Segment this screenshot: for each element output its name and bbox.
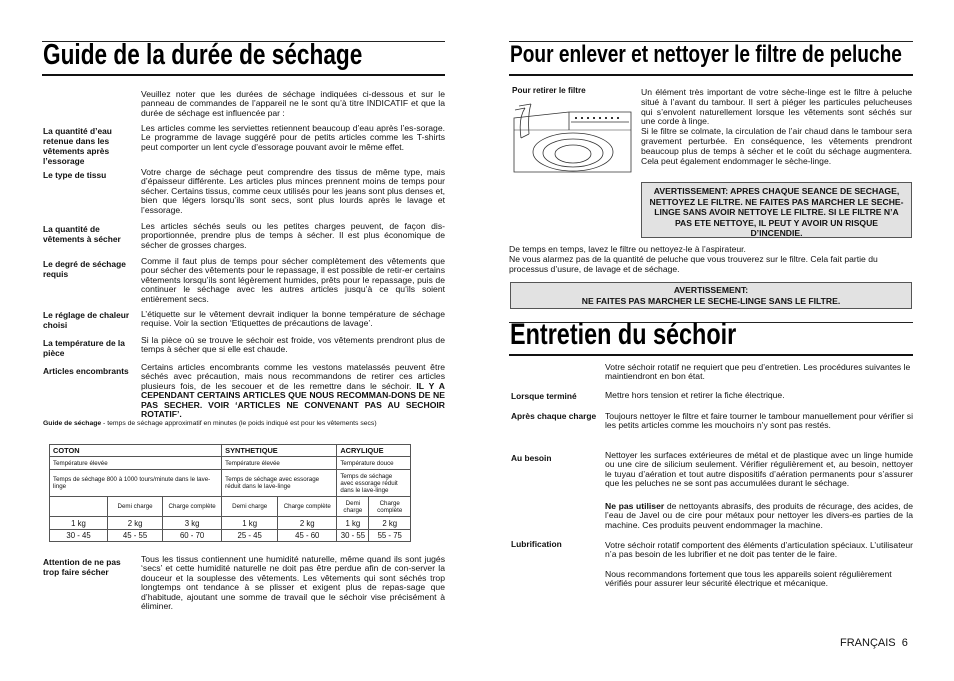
guide-label: Guide de séchage [43, 420, 102, 427]
sub-header: Charge complète [278, 497, 337, 517]
factor-text [141, 363, 445, 419]
item-label: Lorsque terminé [511, 391, 577, 401]
weight-cell: 3 kg [163, 517, 222, 530]
section-title: Pour enlever et nettoyer le filtre de peluche [510, 41, 902, 68]
filter-text-1: Un élément très important de votre sèche-linge est le filtre à peluche situé à l’avant du tambour. Il sert à piéger les particules pelucheuses qui s’envolent naturellement lorsque les vêtements sont séchés sur une corde à linge. [641, 87, 912, 127]
factor-text: Les articles séchés seuls ou les petites charges peuvent, de façon dis-proportionnée, prendre plus de temps à sécher. Il est plus économique de sécher de grosses charges. [141, 221, 445, 250]
weight-cell: 1 kg [222, 517, 278, 530]
group-header: ACRYLIQUE [337, 445, 411, 457]
group-temperature: Température élevée [222, 457, 337, 470]
time-cell: 30 - 55 [337, 530, 369, 542]
drying-time-table [49, 444, 411, 542]
time-cell: 60 - 70 [163, 530, 222, 542]
item-label: Au besoin [511, 453, 552, 463]
item-text-bold: Ne pas utiliser [605, 501, 665, 511]
filter-text-2: Si le filtre se colmate, la circulation de l’air chaud dans le tambour sera gravement perturbée. En conséquence, les vêtements prendront beaucoup plus de temps à sécher et le coût du séchage augmentera. Cela peut également endommager le sèche-linge. [641, 126, 912, 166]
item-text: Votre séchoir rotatif comportent des éléments d’articulation spéciaux. L’utilisateur n’a pas besoin de les lubrifier et ne doit pas tenter de le faire. [605, 540, 913, 560]
item-text-body: de nettoyants abrasifs, des produits de récurage, des acides, de l’eau de Javel ou de cire pour métaux pour nettoyer les divers-es parties de la machine. Ces produits peuvent endommager la machine. [605, 501, 913, 530]
item-text: Nettoyer les surfaces extérieures de métal et de plastique avec un linge humide ou une cire de silicium seulement. Vérifier régulièrement et, au besoin, nettoyer le tuyau d’aération et tout autre dispositifs d’aération permanents pour s’assurer que les peluches ne se sont pas accumulées durant le séchage. [605, 450, 913, 489]
item-label: Après chaque charge [511, 411, 597, 421]
group-description: Temps de séchage avec essorage réduit dans le lave-linge [337, 470, 411, 497]
time-cell: 55 - 75 [369, 530, 411, 542]
factor-label: Le réglage de chaleur choisi [43, 310, 130, 330]
group-description: Temps de séchage avec essorage réduit dans le lave-linge [222, 470, 337, 497]
factor-text: Comme il faut plus de temps pour sécher complètement des vêtements que pour sécher des vêtements pour le repassage, il est possible de retir-er certains vêtements lorsqu’ils sont légèrement humides, prêts pour le repassage, puis de continuer le séchage avec les autres articles jusqu’à ce qu’ils soient entièrement secs. [141, 256, 445, 304]
factor-text-body: Certains articles encombrants comme les vestons matelassés peuvent être séchés avec précaution, mais nous recommandons de retirer ces articles plusieurs fois, de les secouer et de les remettre dans le séchoir. [141, 362, 445, 391]
attention-label: Attention de ne pas trop faire sécher [43, 557, 121, 577]
factor-label: Le type de tissu [43, 170, 107, 180]
factor-text: Si la pièce où se trouve le séchoir est froide, vos vêtements prendront plus de temps à sécher que si elle est chaude. [141, 335, 445, 355]
sub-header: Demi charge [222, 497, 278, 517]
warning-text: NE FAITES PAS MARCHER LE SECHE-LINGE SANS LE FILTRE. [581, 295, 841, 306]
sub-header: Demi charge [337, 497, 369, 517]
filter-label: Pour retirer le filtre [512, 86, 586, 95]
maintenance-intro: Votre séchoir rotatif ne requiert que peu d’entretien. Les procédures suivantes le maintiendront en bon état. [605, 362, 911, 382]
factor-label: Le degré de séchage requis [43, 259, 126, 279]
time-cell: 30 - 45 [50, 530, 108, 542]
factor-warning: IL Y A CEPENDANT CERTAINS ARTICLES QUE NOUS RECOMMAN-DONS DE NE PAS SECHER. VOIR ‘ARTICLES NE CONVENANT PAS AU SECHOIR ROTATIF’. [141, 380, 445, 420]
item-text: Mettre hors tension et retirer la fiche électrique. [605, 390, 785, 400]
weight-cell: 2 kg [369, 517, 411, 530]
weight-cell: 2 kg [278, 517, 337, 530]
title-rule [509, 74, 913, 76]
factor-text: Les articles comme les serviettes retiennent beaucoup d’eau après l’es-sorage. Le programme de lavage suggéré pour de petits articles comme les T-shirts peut comporter un lent cycle d’essorage pouvant avoir le même effet. [141, 123, 445, 152]
weight-cell: 1 kg [50, 517, 108, 530]
para-2: Ne vous alarmez pas de la quantité de peluche que vous trouverez sur le filtre. Cela fait partie du processus d’usure, de lavage et de séchage. [509, 254, 878, 275]
factor-label: La température de la pièce [43, 338, 125, 358]
title-rule [42, 74, 445, 76]
guide-note: - temps de séchage approximatif en minutes (le poids indiqué est pour les vêtements secs) [101, 420, 377, 427]
factor-label: Articles encombrants [43, 366, 129, 376]
weight-cell: 2 kg [108, 517, 163, 530]
group-temperature: Température élevée [50, 457, 222, 470]
factor-text: L’étiquette sur le vêtement devrait indiquer la bonne température de séchage requise. Voir la section ‘Etiquettes de précautions de lavage’. [141, 309, 445, 329]
time-cell: 25 - 45 [222, 530, 278, 542]
warning-box-clean-filter: AVERTISSEMENT: APRES CHAQUE SEANCE DE SECHAGE, NETTOYEZ LE FILTRE. NE FAITES PAS MARCHER LE SECHE-LINGE SANS AVOIR NETTOYE LE FILTRE. SI LE FILTRE N’A PAS ETE NETTOYE, IL PEUT Y AVOIR UN RISQUE D’INCENDIE. [641, 182, 912, 238]
title-rule [509, 354, 913, 356]
item-text: Nous recommandons fortement que tous les appareils soient régulièrement vérifiés pour assurer leur sécurité électrique et mécanique. [605, 569, 892, 589]
attention-text: Tous les tissus contiennent une humidité naturelle, même quand ils sont jugés ‘secs’ et cette humidité naturelle ne doit pas être perdue afin de con-server la douceur et la souplesse des vêtements. Les vêtements qui sont séchés trop longtemps ont tendance à se plisser et exigent plus de repas-sage que d’habitude, ajoutant une somme de travail que le séchoir vise précisément à éliminer. [141, 554, 445, 612]
page-footer: FRANÇAIS 6 [840, 637, 908, 649]
item-label: Lubrification [511, 539, 562, 549]
filter-text [641, 88, 912, 166]
warning-title: AVERTISSEMENT: [673, 285, 749, 295]
dryer-filter-illustration [511, 100, 634, 176]
sub-header: Charge complète [163, 497, 222, 517]
sub-header: Charge complète [369, 497, 411, 517]
maintenance-paragraph [509, 244, 913, 275]
factor-label: La quantité de vêtements à sécher [43, 224, 121, 244]
weight-cell: 1 kg [337, 517, 369, 530]
time-cell: 45 - 60 [278, 530, 337, 542]
group-description: Temps de séchage 800 à 1000 tours/minute dans le lave-linge [50, 470, 222, 497]
guide-caption [43, 420, 453, 427]
sub-header: Demi charge [108, 497, 163, 517]
group-header: COTON [50, 445, 222, 457]
empty-cell [50, 497, 108, 517]
section-title: Entretien du séchoir [510, 318, 737, 351]
group-header: SYNTHETIQUE [222, 445, 337, 457]
factor-text: Votre charge de séchage peut comprendre des tissus de même type, mais d’épaisseur différente. Les articles plus minces prennent moins de temps pour sécher. Certains tissus, comme ceux utilisés pour les jeans sont plus denses et, bien que légers lorsqu’ils sont secs, sont plus lourds après le lavage et l’essorage. [141, 167, 445, 215]
intro-text: Veuillez noter que les durées de séchage indiquées ci-dessous et sur le panneau de commandes de l’appareil ne le sont qu’à titre INDICATIF et que la durée de séchage est influencée par : [141, 89, 445, 118]
para-1: De temps en temps, lavez le filtre ou nettoyez-le à l’aspirateur. [509, 244, 746, 254]
page-title: Guide de la durée de séchage [43, 39, 363, 71]
item-text [605, 502, 913, 530]
factor-label: La quantité d’eau retenue dans les vêtements après l’essorage [43, 126, 112, 166]
time-cell: 45 - 55 [108, 530, 163, 542]
item-text: Toujours nettoyer le filtre et faire tourner le tambour manuellement pour vérifier si les petits articles comme les mouchoirs n’y sont pas restés. [605, 411, 913, 431]
warning-box-no-filter [510, 282, 912, 309]
group-temperature: Température douce [337, 457, 411, 470]
